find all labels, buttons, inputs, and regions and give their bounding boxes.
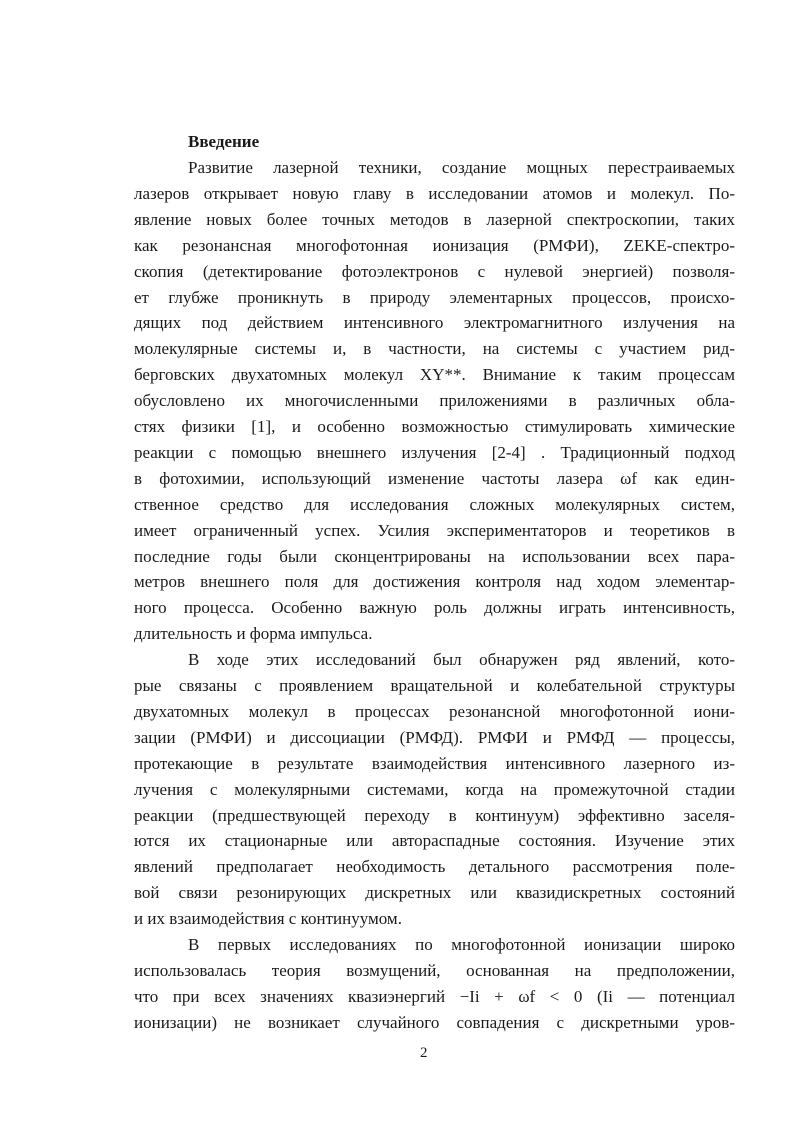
text-line: обусловлено их многочисленными приложениями в различных обла- [134,391,735,411]
text-line: двухатомных молекул в процессах резонансной многофотонной иони- [134,701,735,721]
text-line: рые связаны с проявлением вращательной и колебательной структуры [134,676,735,695]
text-line: и их взаимодействия с континуумом. [134,909,402,929]
text-line: В первых исследованиях по многофотонной ионизации широко [188,935,735,954]
text-line: Развитие лазерной техники, создание мощных перестраиваемых [188,158,735,177]
text-line: реакции (предшествующей переходу в континуум) эффективно заселя- [134,805,735,825]
text-line: зации (РМФИ) и диссоциации (РМФД). РМФИ и РМФД — процессы, [134,727,735,747]
text-line: явление новых более точных методов в лазерной спектроскопии, таких [134,209,735,229]
text-line: явлений предполагает необходимость детального рассмотрения поле- [134,857,735,877]
text-line: ного процесса. Особенно важную роль должны играть интенсивность, [134,598,735,618]
text-line: в фотохимии, использующий изменение частоты лазера ωf как един- [134,468,735,488]
text-line: берговских двухатомных молекул XY**. Внимание к таким процессам [134,365,735,385]
text-line: лучения с молекулярными системами, когда на промежуточной стадии [134,779,735,799]
text-line: ионизации) не возникает случайного совпадения с дискретными уров- [134,1012,735,1032]
text-line: как резонансная многофотонная ионизация (РМФИ), ZEKE-спектро- [134,235,735,255]
text-line: метров внешнего поля для достижения контроля над ходом элементар- [134,572,735,592]
text-line: ственное средство для исследования сложных молекулярных систем, [134,494,735,514]
text-line: ет глубже проникнуть в природу элементарных процессов, происхо- [134,287,735,307]
text-line: лазеров открывает новую главу в исследовании атомов и молекул. По- [134,183,735,203]
text-line: скопия (детектирование фотоэлектронов с нулевой энергией) позволя- [134,261,735,281]
text-line: имеет ограниченный успех. Усилия экспериментаторов и теоретиков в [134,520,735,540]
text-line: реакции с помощью внешнего излучения [2-4] . Традиционный подход [134,442,735,462]
text-line: протекающие в результате взаимодействия интенсивного лазерного из- [134,753,735,773]
text-line: ются их стационарные или автораспадные состояния. Изучение этих [134,831,735,851]
text-line: стях физики [1], и особенно возможностью стимулировать химические [134,417,735,436]
section-heading: Введение [188,132,260,151]
text-line: последние годы были сконцентрированы на использовании всех пара- [134,546,735,566]
text-line: длительность и форма импульса. [134,624,373,644]
page-number: 2 [420,1045,428,1061]
text-line: дящих под действием интенсивного электромагнитного излучения на [134,313,735,333]
text-line: что при всех значениях квазиэнергий −Ii + ωf < 0 (Ii — потенциал [134,986,735,1006]
text-line: использовалась теория возмущений, основанная на предположении, [134,960,735,980]
text-line: В ходе этих исследований был обнаружен ряд явлений, кото- [188,650,735,670]
text-line: молекулярные системы и, в частности, на системы с участием рид- [134,339,735,359]
text-line: вой связи резонирующих дискретных или квазидискретных состояний [134,883,735,903]
